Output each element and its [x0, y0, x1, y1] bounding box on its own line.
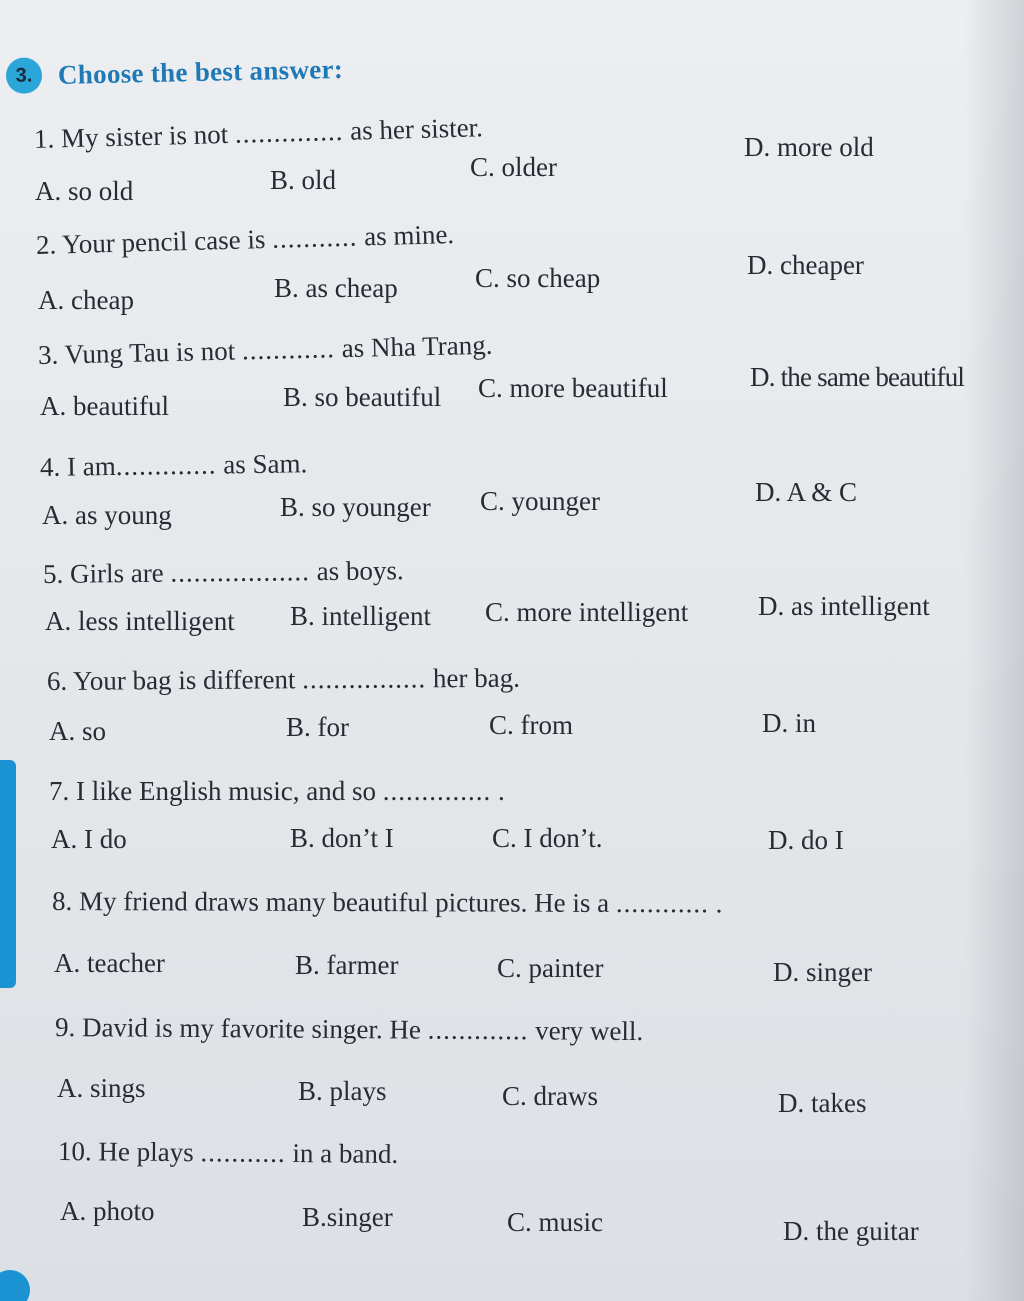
page-corner-marker: [0, 1270, 30, 1301]
question-6: [47, 663, 520, 697]
option-4a[interactable]: A. as young: [42, 500, 172, 530]
question-tail: very well.: [535, 1015, 644, 1047]
option-5b[interactable]: B. intelligent: [290, 601, 431, 631]
exercise-number-badge: 3.: [6, 57, 43, 94]
option-5c[interactable]: C. more intelligent: [485, 597, 689, 627]
option-3a[interactable]: A. beautiful: [40, 391, 169, 421]
question-stem: 5. Girls are: [42, 557, 164, 589]
option-1a[interactable]: A. so old: [35, 176, 134, 206]
question-tail: her bag.: [432, 662, 521, 694]
question-stem: 9. David is my favorite singer. He: [54, 1012, 422, 1045]
question-tail: as mine.: [363, 219, 455, 252]
page-edge-shadow: [964, 0, 1024, 1301]
option-10d[interactable]: D. the guitar: [783, 1216, 919, 1246]
question-5: [43, 555, 404, 590]
option-8c[interactable]: C. painter: [497, 953, 604, 983]
question-stem: 4. I am: [39, 450, 116, 482]
option-3c[interactable]: C. more beautiful: [478, 373, 668, 403]
question-stem: 1. My sister is not: [33, 118, 229, 154]
option-5d[interactable]: D. as intelligent: [758, 591, 930, 621]
option-10a[interactable]: A. photo: [60, 1196, 155, 1226]
question-tail: as Nha Trang.: [341, 329, 493, 364]
answer-blank[interactable]: ................: [302, 663, 427, 695]
option-9d[interactable]: D. takes: [778, 1088, 867, 1118]
option-2b[interactable]: B. as cheap: [274, 273, 398, 303]
option-5a[interactable]: A. less intelligent: [45, 606, 235, 636]
option-9a[interactable]: A. sings: [57, 1073, 146, 1103]
option-8b[interactable]: B. farmer: [295, 950, 399, 980]
option-7c[interactable]: C. I don’t.: [492, 823, 603, 853]
question-4: [40, 448, 308, 483]
option-1b[interactable]: B. old: [270, 165, 337, 195]
answer-blank[interactable]: .............: [115, 449, 217, 481]
option-6c[interactable]: C. from: [489, 710, 573, 740]
page-tab-marker: [0, 760, 16, 988]
question-7: [49, 776, 505, 807]
option-1d[interactable]: D. more old: [744, 132, 874, 162]
question-tail: as Sam.: [223, 448, 308, 480]
option-7d[interactable]: D. do I: [768, 825, 844, 855]
exercise-header: [6, 51, 344, 94]
question-stem: 8. My friend draws many beautiful pictures. He is a: [51, 886, 610, 918]
answer-blank[interactable]: ..............: [234, 115, 344, 149]
question-9: [55, 1012, 643, 1047]
question-tail: in a band.: [292, 1138, 399, 1169]
option-6b[interactable]: B. for: [286, 712, 349, 742]
option-4b[interactable]: B. so younger: [280, 492, 431, 522]
question-1: [34, 112, 484, 155]
option-8a[interactable]: A. teacher: [54, 948, 165, 978]
answer-blank[interactable]: .............: [427, 1014, 529, 1046]
option-10b[interactable]: B.singer: [302, 1202, 393, 1232]
question-8: [52, 886, 722, 919]
question-stem: 10. He plays: [57, 1136, 194, 1168]
option-6a[interactable]: A. so: [49, 716, 107, 746]
question-tail: .: [715, 888, 723, 919]
option-3b[interactable]: B. so beautiful: [283, 382, 442, 412]
answer-blank[interactable]: ..............: [382, 776, 492, 806]
option-4d[interactable]: D. A & C: [755, 477, 858, 507]
option-9c[interactable]: C. draws: [502, 1081, 598, 1111]
option-1c[interactable]: C. older: [470, 152, 557, 182]
option-2d[interactable]: D. cheaper: [747, 250, 864, 280]
option-8d[interactable]: D. singer: [773, 957, 872, 987]
answer-blank[interactable]: ...........: [271, 221, 358, 254]
question-stem: 6. Your bag is different: [46, 664, 296, 696]
question-tail: as her sister.: [349, 112, 484, 146]
option-7a[interactable]: A. I do: [51, 824, 127, 854]
option-6d[interactable]: D. in: [762, 708, 816, 738]
question-stem: 3. Vung Tau is not: [37, 335, 236, 370]
option-10c[interactable]: C. music: [507, 1207, 604, 1237]
question-stem: 2. Your pencil case is: [35, 223, 266, 260]
option-2a[interactable]: A. cheap: [38, 285, 134, 315]
question-10: [58, 1136, 398, 1170]
question-stem: 7. I like English music, and so: [49, 776, 376, 806]
option-7b[interactable]: B. don’t I: [290, 823, 394, 853]
question-3: [38, 330, 493, 371]
answer-blank[interactable]: ..................: [170, 556, 311, 588]
answer-blank[interactable]: ............: [241, 333, 336, 366]
question-tail: as boys.: [316, 555, 404, 587]
option-9b[interactable]: B. plays: [298, 1076, 387, 1106]
question-tail: .: [497, 776, 505, 806]
answer-blank[interactable]: ...........: [200, 1137, 286, 1168]
question-2: [36, 219, 455, 261]
exercise-title: Choose the best answer:: [57, 53, 344, 90]
option-4c[interactable]: C. younger: [480, 486, 600, 516]
answer-blank[interactable]: ............: [615, 887, 709, 919]
option-3d[interactable]: D. the same beautiful: [750, 362, 965, 392]
option-2c[interactable]: C. so cheap: [475, 263, 601, 293]
